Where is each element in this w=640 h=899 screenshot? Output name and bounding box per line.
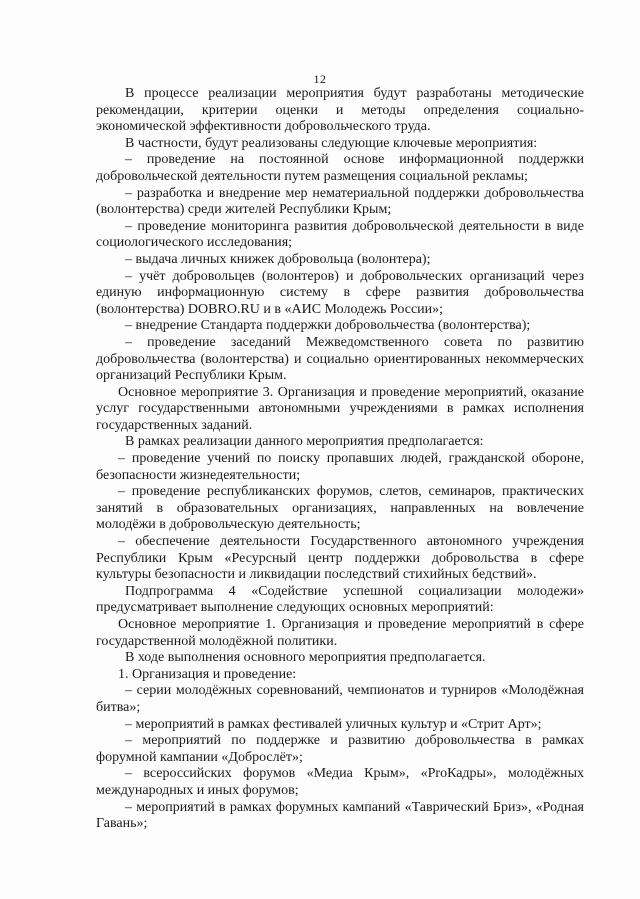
paragraph: – всероссийских форумов «Медиа Крым», «ProКадры», молодёжных международных и иных форумов; bbox=[96, 766, 584, 798]
paragraph: – мероприятий в рамках фестивалей уличных культур и «Стрит Арт»; bbox=[125, 716, 542, 732]
paragraph: В процессе реализации мероприятия будут разработаны методические рекомендации, критерии оценки и методы определения социально-экономической эффективности добровольческого труда. bbox=[96, 86, 584, 135]
paragraph: – выдача личных книжек добровольца (волонтера); bbox=[125, 251, 431, 267]
paragraph: – мероприятий по поддержке и развитию добровольчества в рамках форумной кампании «Доброслёт»; bbox=[96, 733, 584, 765]
paragraph: – разработка и внедрение мер нематериальной поддержки добровольчества (волонтерства) среди жителей Республики Крым; bbox=[96, 185, 584, 218]
paragraph: В рамках реализации данного мероприятия предполагается: bbox=[125, 434, 484, 450]
paragraph: В частности, будут реализованы следующие ключевые мероприятия: bbox=[125, 135, 538, 151]
paragraph: – мероприятий в рамках форумных кампаний «Таврический Бриз», «Родная Гавань»; bbox=[96, 799, 584, 832]
paragraph: В ходе выполнения основного мероприятия предполагается. bbox=[125, 650, 486, 666]
paragraph: – серии молодёжных соревнований, чемпионатов и турниров «Молодёжная битва»; bbox=[96, 683, 584, 715]
page-number: 12 bbox=[313, 72, 327, 86]
paragraph: Подпрограмма 4 «Содействие успешной социализации молодежи» предусматривает выполнение следующих основных мероприятий: bbox=[96, 583, 584, 616]
paragraph: Основное мероприятие 3. Организация и проведение мероприятий, оказание услуг государственными автономными учреждениями в рамках исполнения государственных заданий. bbox=[96, 384, 584, 433]
paragraph: – проведение на постоянной основе информационной поддержки добровольческой деятельности путем размещения социальной рекламы; bbox=[96, 152, 584, 184]
paragraph: Основное мероприятие 1. Организация и проведение мероприятий в сфере государственной молодёжной политики. bbox=[96, 617, 584, 649]
paragraph: – проведение заседаний Межведомственного совета по развитию добровольчества (волонтерства) и социально ориентированных некоммерческих организаций Республики Крым. bbox=[96, 334, 584, 384]
paragraph: – внедрение Стандарта поддержки добровольчества (волонтерства); bbox=[125, 318, 531, 334]
document-body bbox=[96, 86, 584, 833]
paragraph: – проведение республиканских форумов, слетов, семинаров, практических занятий в образовательных организациях, направленных на вовлечение молодёжи в добровольческую деятельность; bbox=[96, 484, 584, 533]
paragraph: – проведение учений по поиску пропавших людей, гражданской обороне, безопасности жизнедеятельности; bbox=[96, 451, 584, 483]
paragraph: – проведение мониторинга развития добровольческой деятельности в виде социологического исследования; bbox=[96, 218, 584, 251]
paragraph: – учёт добровольцев (волонтеров) и добровольческих организаций через единую информационную систему в сфере развития добровольчества (волонтерства) DOBRO.RU и в «АИС Молодежь России»; bbox=[96, 268, 584, 317]
paragraph: 1. Организация и проведение: bbox=[118, 666, 297, 682]
paragraph: – обеспечение деятельности Государственного автономного учреждения Республики Крым «Ресурсный центр поддержки добровольства в сфере культуры безопасности и ликвидации последствий стихийных бедствий». bbox=[96, 534, 584, 583]
